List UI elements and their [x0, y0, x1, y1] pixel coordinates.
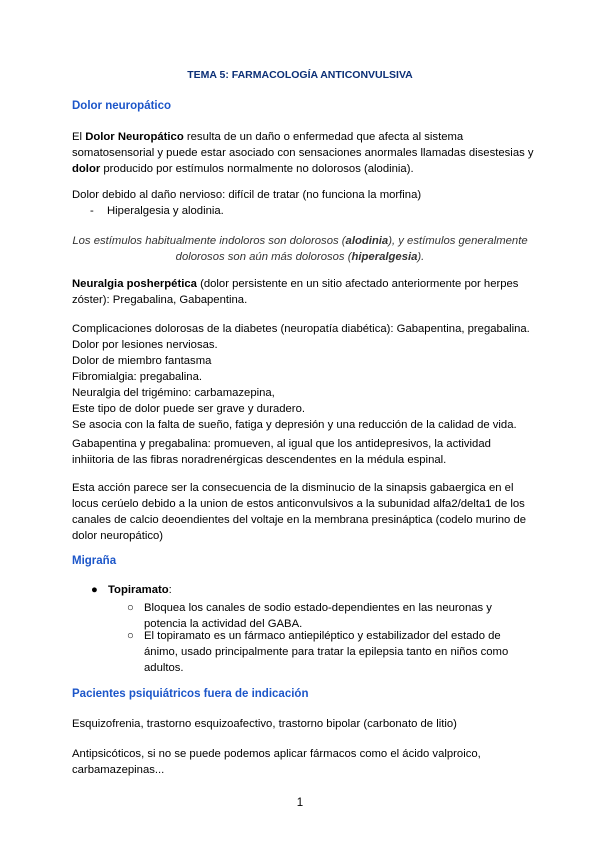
paragraph-gabapentina: Gabapentina y pregabalina: promueven, al igual que los antidepresivos, la actividad inhiitoria de las fibras noradrenérgicas descendentes en la médula espinal. — [72, 438, 491, 466]
document-page: TEMA 5: FARMACOLOGÍA ANTICONVULSIVA Dolor neuropático El Dolor Neuropático resulta de un daño o enfermedad que afecta al sistema somatosensorial y puede estar asociado con sensaciones anormales llamadas disestesias y dolor producido por estímulos normalmente no dolorosos (alodinia). Dolor debido al daño nervioso: difícil de tratar (no funciona la morfina) - Hiperalgesia y alodinia. Los estímulos habitualmente indoloros son dolorosos (alodinia), y estímulos generalmente dolorosos son aún más dolorosos (hiperalgesia). Neuralgia posherpética (dolor persistente en un sitio afectado anteriormente por herpes zóster): Pregabalina, Gabapentina. Complicaciones dolorosas de la diabetes (neuropatía diabética): Gabapentina, pregabalina. Dolor por lesiones nerviosas. Dolor de miembro fantasma Fibromialgia: pregabalina. Neuralgia del trigémino: carbamazepina, Este tipo de dolor puede ser grave y duradero. Se asocia con la falta de sueño, fatiga y depresión y una reducción de la calidad de vida. Gabapentina y pregabalina: promueven, al igual que los antidepresivos, la actividad inhiitoria de las fibras noradrenérgicas descendentes en la médula espinal. Esta acción parece ser la consecuencia de la disminucio de la sinapsis gabaergica en el locus cerúelo debido a la union de estos anticonvulsivos a la subunidad alfa2/delta1 de los canales de calcio deoendientes del voltaje en la membrana presináptica (codelo murino de dolor neuropático) Migraña ● Topiramato: ○ Bloquea los canales de sodio estado-dependientes en las neuronas y potencia la actividad del GABA. ○ El topiramato es un fármaco antiepiléptico y estabilizador del estado de ánimo, usado principalmente para tratar la epilepsia tanto en niños como adultos. Pacientes psiquiátricos fuera de indicación Esquizofrenia, trastorno esquizoafectivo, trastorno bipolar (carbonato de litio) Antipsicóticos, si no se puede podemos aplicar fármacos como el ácido valproico, carbamazepinas... 1 — [0, 0, 600, 848]
italic-quote: Los estímulos habitualmente indoloros son dolorosos (alodinia), y estímulos generalmente dolorosos son aún más dolorosos (hiperalgesia). — [72, 235, 528, 263]
circle-bullet-icon: ○ — [127, 630, 134, 642]
document-title: TEMA 5: FARMACOLOGÍA ANTICONVULSIVA — [187, 69, 413, 81]
paragraph-antipsicoticos: Antipsicóticos, si no se puede podemos aplicar fármacos como el ácido valproico, carbamazepinas... — [72, 748, 481, 776]
paragraph-definition — [72, 129, 532, 177]
paragraph-line: El Dolor Neuropático resulta de un daño o enfermedad que afecta al sistema — [72, 131, 464, 143]
section-heading-migrana: Migraña — [72, 555, 117, 567]
bullet-dot-icon: ● — [91, 584, 98, 596]
paragraph-esquizofrenia: Esquizofrenia, trastorno esquizoafectivo, trastorno bipolar (carbonato de litio) — [72, 718, 457, 730]
section-heading-psiquiatricos: Pacientes psiquiátricos fuera de indicación — [72, 688, 309, 700]
paragraph-nerve-damage: Dolor debido al daño nervioso: difícil de tratar (no funciona la morfina) — [72, 189, 422, 201]
paragraph-line: somatosensorial y puede estar asociado con sensaciones anormales llamadas disestesias y — [72, 147, 534, 159]
dash-list-item: - Hiperalgesia y alodinia. — [90, 205, 224, 217]
dash-marker: - — [90, 205, 94, 217]
paragraph-posherpetica: Neuralgia posherpética (dolor persistente en un sitio afectado anteriormente por herpes zóster): Pregabalina, Gabapentina. — [72, 278, 519, 306]
paragraph-mechanism: Esta acción parece ser la consecuencia de la disminucio de la sinapsis gabaergica en el locus cerúelo debido a la union de estos anticonvulsivos a la subunidad alfa2/delta1 de los canales de calcio deoendientes del voltaje en la membrana presináptica (codelo murino de dolor neuropático) — [72, 482, 527, 542]
paragraph-line: dolor producido por estímulos normalmente no dolorosos (alodinia). — [72, 163, 414, 175]
bullet-item-topiramato: ● Topiramato: — [91, 584, 172, 596]
page-number: 1 — [296, 797, 304, 809]
section-heading-dolor-neuropatico: Dolor neuropático — [72, 100, 172, 112]
paragraph-complications: Complicaciones dolorosas de la diabetes (neuropatía diabética): Gabapentina, pregabalina. Dolor por lesiones nerviosas. Dolor de miembro fantasma Fibromialgia: pregabalina. Neuralgia del trigémino: carbamazepina, Este tipo de dolor puede ser grave y duradero. Se asocia con la falta de sueño, fatiga y depresión y una reducción de la calidad de vida. — [72, 323, 530, 431]
circle-bullet-icon: ○ — [127, 602, 134, 614]
